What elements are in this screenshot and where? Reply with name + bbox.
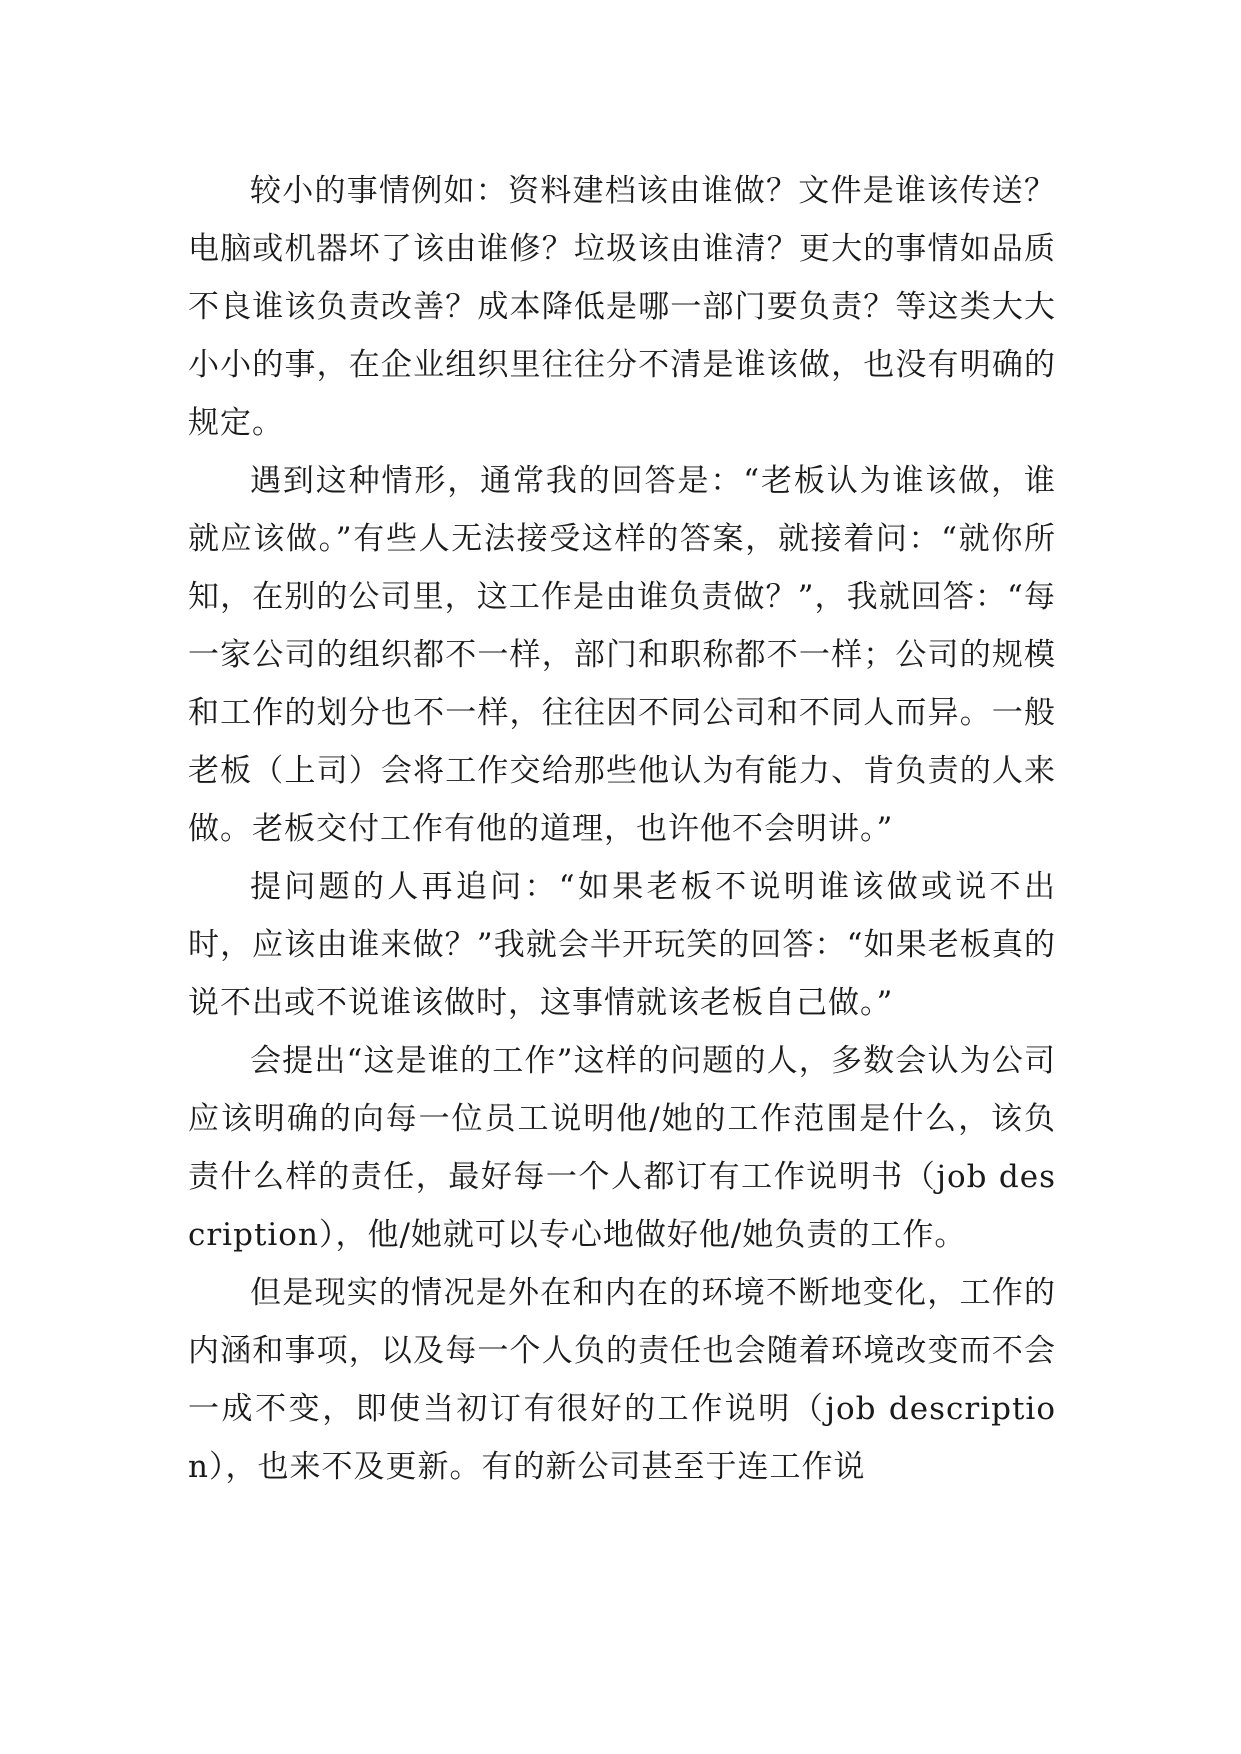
paragraph-3: 提问题的人再追问：“如果老板不说明谁该做或说不出时，应该由谁来做？”我就会半开玩笑的回答：“如果老板真的说不出或不说谁该做时，这事情就该老板自己做。” (188, 869, 1056, 1021)
paragraph-2: 遇到这种情形，通常我的回答是：“老板认为谁该做，谁就应该做。”有些人无法接受这样的答案，就接着问：“就你所知，在别的公司里，这工作是由谁负责做？”，我就回答：“每一家公司的组织都不一样，部门和职称都不一样；公司的规模和工作的划分也不一样，往往因不同公司和不同人而异。一般老板（上司）会将工作交给那些他认为有能力、肯负责的人来做。老板交付工作有他的道理，也许他不会明讲。” (188, 463, 1056, 847)
paragraph-4: 会提出“这是谁的工作”这样的问题的人，多数会认为公司应该明确的向每一位员工说明他/她的工作范围是什么，该负责什么样的责任，最好每一个人都订有工作说明书（job description），他/她就可以专心地做好他/她负责的工作。 (188, 1043, 1056, 1253)
paragraph-5: 但是现实的情况是外在和内在的环境不断地变化，工作的内涵和事项，以及每一个人负的责任也会随着环境改变而不会一成不变，即使当初订有很好的工作说明（job description），也来不及更新。有的新公司甚至于连工作说 (188, 1275, 1056, 1485)
paragraph-1: 较小的事情例如：资料建档该由谁做？文件是谁该传送？电脑或机器坏了该由谁修？垃圾该由谁清？更大的事情如品质不良谁该负责改善？成本降低是哪一部门要负责？等这类大大小小的事，在企业组织里往往分不清是谁该做，也没有明确的规定。 (188, 173, 1056, 441)
document-body (188, 162, 1056, 1496)
